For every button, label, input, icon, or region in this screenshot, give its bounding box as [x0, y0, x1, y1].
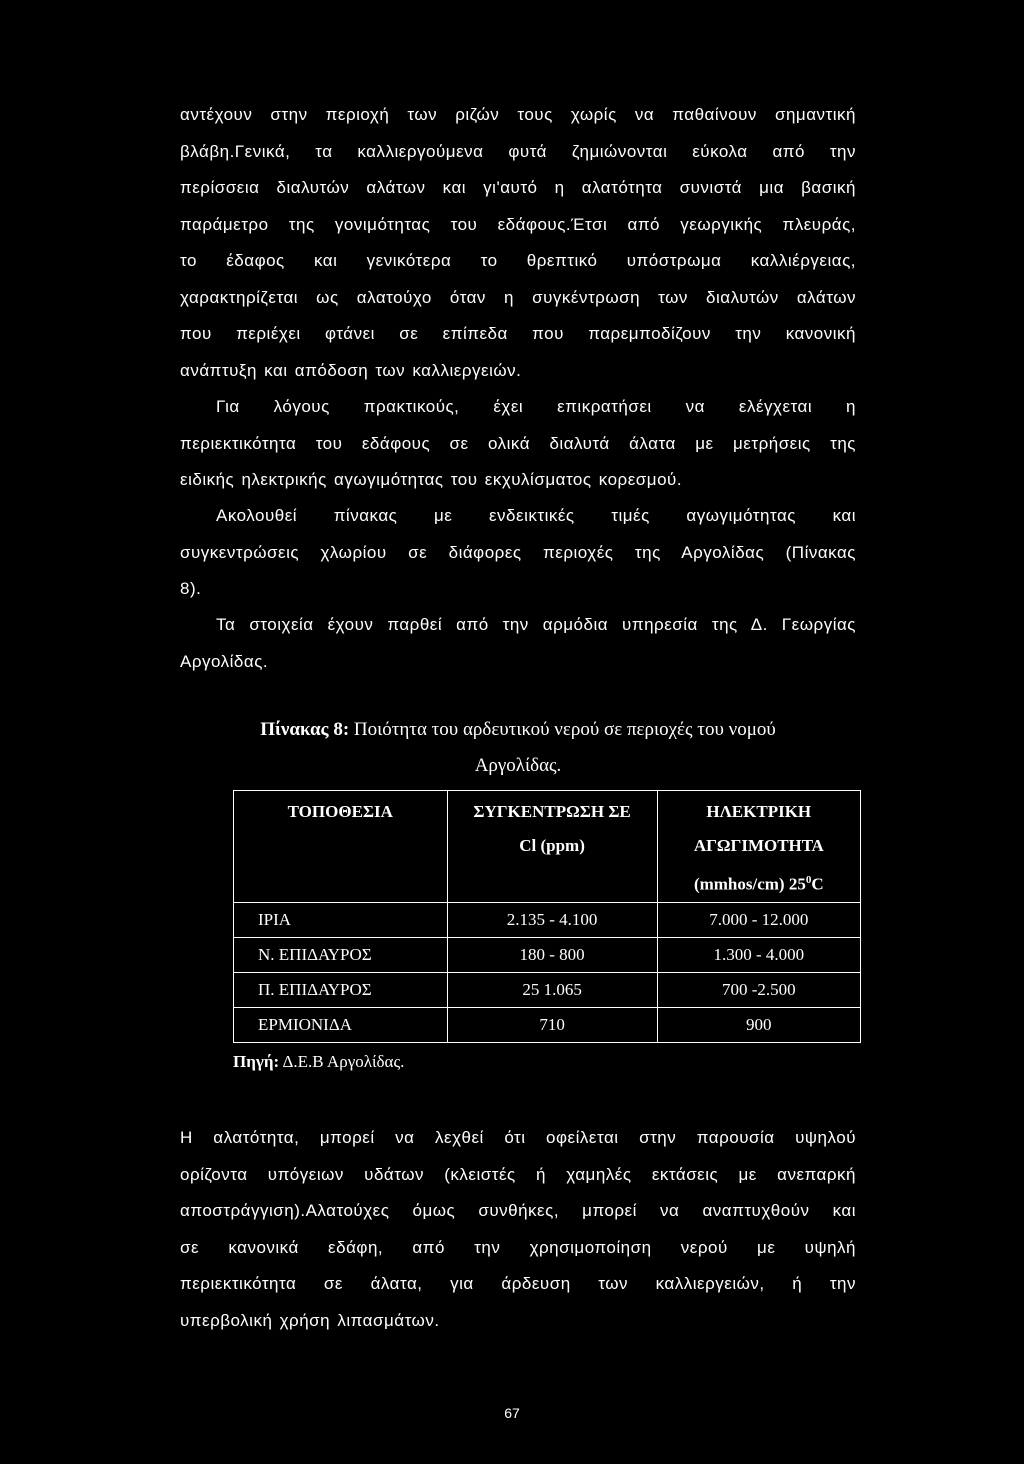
- header-chloride: ΣΥΓΚΕΝΤΡΩΣΗ ΣΕ Cl (ppm): [447, 791, 657, 903]
- paragraph-measurement: [180, 389, 856, 499]
- header-location: ΤΟΠΟΘΕΣΙΑ: [234, 791, 448, 903]
- cell-chloride: 25 1.065: [447, 972, 657, 1007]
- header-conductivity: ΗΛΕΚΤΡΙΚΗ ΑΓΩΓΙΜΟΤΗΤΑ (mmhos/cm) $25^0C$: [657, 791, 860, 903]
- text-line: Τα στοιχεία έχουν παρθεί από την αρμόδια υπηρεσία της Δ. Γεωργίας: [216, 615, 856, 634]
- text-line: περίσσεια διαλυτών αλάτων και γι'αυτό η αλατότητα συνιστά μια βασική: [180, 178, 856, 197]
- table-caption: [180, 712, 856, 784]
- cell-location: ΕΡΜΙΟΝΙΔΑ: [234, 1007, 448, 1042]
- irrigation-water-table: [233, 790, 861, 1043]
- cell-chloride: 2.135 - 4.100: [447, 902, 657, 937]
- text-line: σε κανονικά εδάφη, από την χρησιμοποίηση νερού με υψηλή: [180, 1237, 856, 1257]
- cell-conductivity: 7.000 - 12.000: [657, 902, 860, 937]
- table-header-row: [234, 791, 861, 903]
- text-line: που περιέχει φτάνει σε επίπεδα που παρεμποδίζουν την κανονική: [180, 324, 856, 343]
- source-label: Πηγή:: [233, 1052, 280, 1071]
- text-line: περιεκτικότητα του εδάφους σε ολικά διαλυτά άλατα με μετρήσεις της: [180, 433, 856, 453]
- text-line: Αργολίδας.: [180, 651, 269, 671]
- caption-label: Πίνακας 8:: [260, 719, 350, 740]
- text-line: το έδαφος και γενικότερα το θρεπτικό υπόστρωμα καλλιέργειας,: [180, 251, 856, 270]
- cell-chloride: 180 - 800: [447, 937, 657, 972]
- text-line: ορίζοντα υπόγειων υδάτων (κλειστές ή χαμηλές εκτάσεις με ανεπαρκή: [180, 1164, 856, 1184]
- paragraph-data-source: [180, 607, 856, 680]
- table-source: [233, 1052, 404, 1072]
- text-line: Η αλατότητα, μπορεί να λεχθεί ότι οφείλεται στην παρουσία υψηλού: [180, 1128, 856, 1147]
- text-line: ανάπτυξη και απόδοση των καλλιεργειών.: [180, 360, 522, 380]
- cell-conductivity: 700 -2.500: [657, 972, 860, 1007]
- text-line: βλάβη.Γενικά, τα καλλιεργούμενα φυτά ζημιώνονται εύκολα από την: [180, 141, 856, 161]
- text-line: 8).: [180, 579, 202, 598]
- text-line: παράμετρο της γονιμότητας του εδάφους.Έτσι από γεωργικής πλευράς,: [180, 214, 856, 234]
- text-line: υπερβολική χρήση λιπασμάτων.: [180, 1310, 440, 1330]
- text-line: χαρακτηρίζεται ως αλατούχο όταν η συγκέντρωση των διαλυτών αλάτων: [180, 287, 856, 307]
- paragraph-salinity-intro: [180, 97, 856, 389]
- page-number: 67: [504, 1405, 520, 1421]
- caption-line-1: [180, 712, 856, 748]
- cell-location: Π. ΕΠΙΔΑΥΡΟΣ: [234, 972, 448, 1007]
- text-line: Ακολουθεί πίνακας με ενδεικτικές τιμές αγωγιμότητας και: [216, 506, 856, 525]
- cell-chloride: 710: [447, 1007, 657, 1042]
- cell-conductivity: 900: [657, 1007, 860, 1042]
- cell-conductivity: 1.300 - 4.000: [657, 937, 860, 972]
- paragraph-salinity-causes: [180, 1120, 856, 1339]
- table-row: [234, 937, 861, 972]
- text-line: ειδικής ηλεκτρικής αγωγιμότητας του εκχυλίσματος κορεσμού.: [180, 470, 683, 489]
- paragraph-table-intro: [180, 498, 856, 608]
- caption-text: Ποιότητα του αρδευτικού νερού σε περιοχές του νομού: [353, 719, 776, 740]
- text-line: περιεκτικότητα σε άλατα, για άρδευση των καλλιεργειών, ή την: [180, 1274, 856, 1293]
- text-line: αντέχουν στην περιοχή των ριζών τους χωρίς να παθαίνουν σημαντική: [180, 105, 856, 124]
- table-row: [234, 972, 861, 1007]
- caption-line-2: Αργολίδας.: [474, 755, 562, 776]
- text-line: αποστράγγιση).Αλατούχες όμως συνθήκες, μπορεί να αναπτυχθούν και: [180, 1201, 856, 1220]
- table-row: [234, 902, 861, 937]
- cell-location: ΙΡΙΑ: [234, 902, 448, 937]
- cell-location: Ν. ΕΠΙΔΑΥΡΟΣ: [234, 937, 448, 972]
- table-row: [234, 1007, 861, 1042]
- source-text: Δ.Ε.Β Αργολίδας.: [282, 1052, 405, 1071]
- text-line: συγκεντρώσεις χλωρίου σε διάφορες περιοχές της Αργολίδας (Πίνακας: [180, 542, 856, 562]
- text-line: Για λόγους πρακτικούς, έχει επικρατήσει να ελέγχεται η: [216, 397, 856, 416]
